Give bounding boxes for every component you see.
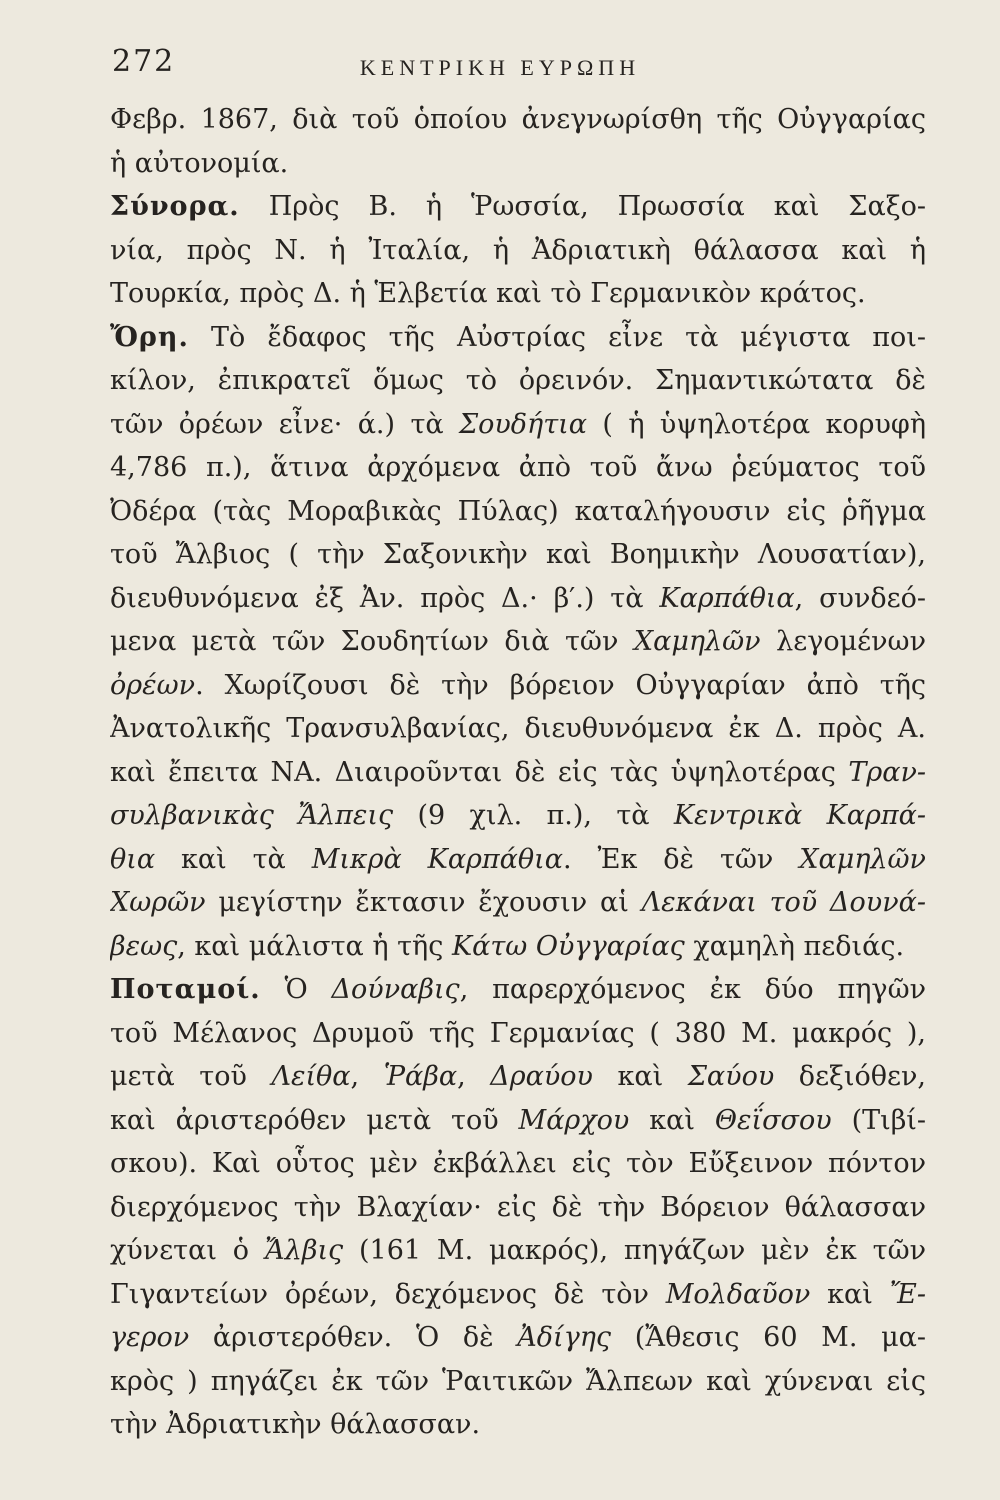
text-line <box>110 1012 926 1056</box>
text-run: διερχόμενος τὴν Βλαχίαν· εἰς δὲ τὴν Βόρειον θάλασσαν <box>110 1191 926 1223</box>
text-run: σκου). Καὶ οὗτος μὲν ἐκβάλλει εἰς τὸν Εὔξεινον πόντον <box>110 1148 926 1179</box>
text-line <box>110 1099 926 1143</box>
italic-term: Χωρῶν <box>110 887 206 918</box>
text-line <box>110 968 926 1012</box>
text-run: τοῦ Μέλανος Δρυμοῦ τῆς Γερμανίας ( 380 Μ. μακρός ), <box>110 1017 926 1049</box>
text-run: Τὸ ἔδαφος τῆς Αὐστρίας εἶνε τὰ μέγιστα ποι- <box>188 321 926 353</box>
text-run: Ὀδέρα (τὰς Μοραβικὰς Πύλας) καταλήγουσιν εἰς ῥῆγμα <box>110 495 926 527</box>
text-line <box>110 403 926 447</box>
italic-term: Δούναβις <box>331 974 460 1005</box>
italic-term: Σουδήτια <box>459 408 587 440</box>
text-run: κίλον, ἐπικρατεῖ ὅμως τὸ ὀρεινόν. Σημαντικώτατα δὲ <box>110 365 926 396</box>
text-line <box>110 1273 926 1317</box>
italic-term: συλβανικὰς Ἄλπεις <box>110 800 394 831</box>
text-run: καὶ <box>810 1278 890 1310</box>
text-line <box>110 1360 926 1404</box>
text-line <box>110 1142 926 1186</box>
italic-term: Χαμηλῶν <box>799 843 926 875</box>
body-text <box>110 98 926 1447</box>
text-run: τὴν Ἀδριατικὴν θάλασσαν. <box>110 1409 481 1440</box>
text-line <box>110 925 926 969</box>
text-run: καὶ <box>592 1061 688 1092</box>
text-run: Πρὸς Β. ἡ Ῥωσσία, Πρωσσία καὶ Σαξο- <box>239 191 926 222</box>
text-line <box>110 664 926 708</box>
text-line <box>110 272 926 316</box>
text-run: ἀριστερόθεν. Ὁ δὲ <box>189 1322 518 1353</box>
italic-term: Λεκάναι τοῦ Δουνά- <box>641 887 926 918</box>
italic-term: Θεΐσσου <box>714 1104 832 1136</box>
text-run: λεγομένων <box>760 626 926 657</box>
text-run: δεξιόθεν, <box>774 1061 926 1092</box>
text-run: , <box>457 1061 491 1092</box>
text-line <box>110 1055 926 1099</box>
text-line <box>110 533 926 577</box>
text-line <box>110 359 926 403</box>
text-line <box>110 1316 926 1360</box>
text-run: καὶ <box>629 1104 715 1136</box>
text-line <box>110 446 926 490</box>
text-run: (Τιβί- <box>831 1104 926 1136</box>
text-run: , παρερχόμενος ἐκ δύο πηγῶν <box>459 974 926 1005</box>
text-line <box>110 185 926 229</box>
text-run: κρὸς ) πηγάζει ἐκ τῶν Ῥαιτικῶν Ἄλπεων καὶ χύνεναι εἰς <box>110 1365 926 1397</box>
text-run: , καὶ μάλιστα ἡ τῆς <box>177 930 452 962</box>
italic-term: Τραν- <box>848 756 926 788</box>
text-line <box>110 577 926 621</box>
italic-term: Σαύου <box>687 1061 775 1092</box>
italic-term: Χαμηλῶν <box>633 626 761 657</box>
text-run: . Ἐκ δὲ τῶν <box>562 843 800 875</box>
text-line <box>110 98 926 142</box>
text-run: (161 Μ. μακρός), πηγάζων μὲν ἐκ τῶν <box>343 1235 926 1266</box>
text-line <box>110 1403 926 1447</box>
text-run: τῶν ὀρέων εἶνε· ά.) τὰ <box>110 408 460 440</box>
italic-term: Λείθα <box>271 1061 351 1092</box>
text-run: (9 χιλ. π.), τὰ <box>393 800 674 831</box>
italic-term: Ἔ- <box>889 1278 926 1310</box>
italic-term: Κεντρικὰ Καρπά- <box>673 800 926 831</box>
italic-term: ὀρέων <box>110 669 196 701</box>
page-number: 272 <box>112 44 176 79</box>
italic-term: Ῥάβα <box>383 1061 458 1092</box>
text-run: καὶ ἔπειτα ΝΑ. Διαιροῦνται δὲ εἰς τὰς ὑψηλοτέρας <box>110 756 849 788</box>
italic-term: βεως <box>110 930 178 962</box>
text-run: μεγίστην ἔκτασιν ἔχουσιν αἱ <box>205 887 642 918</box>
text-line <box>110 490 926 534</box>
text-run: μετὰ τοῦ <box>110 1061 272 1092</box>
text-run: τοῦ Ἄλβιος ( τὴν Σαξονικὴν καὶ Βοημικὴν Λουσατίαν), <box>110 539 926 570</box>
text-line <box>110 881 926 925</box>
text-run: , <box>350 1061 384 1092</box>
text-run: Ὁ <box>260 974 332 1005</box>
italic-term: Δραύου <box>490 1061 593 1092</box>
text-run: μενα μετὰ τῶν Σουδητίων διὰ τῶν <box>110 626 634 657</box>
italic-term: Ἀδίγης <box>517 1322 612 1353</box>
italic-term: θια <box>110 843 156 875</box>
text-run: Φεβρ. 1867, διὰ τοῦ ὁποίου ἀνεγνωρίσθη τῆς Οὐγγαρίας <box>110 104 926 135</box>
text-line <box>110 620 926 664</box>
text-run: 4,786 π.), ἅτινα ἀρχόμενα ἀπὸ τοῦ ἄνω ῥεύματος τοῦ <box>110 452 926 483</box>
text-line <box>110 1229 926 1273</box>
italic-term: Ἄλβις <box>264 1235 344 1266</box>
section-heading: Ὄρη. <box>110 321 189 353</box>
text-run: καὶ ἀριστερόθεν μετὰ τοῦ <box>110 1104 519 1136</box>
text-line <box>110 142 926 186</box>
text-run: ἡ αὐτονομία. <box>110 147 289 179</box>
text-run: διευθυνόμενα ἐξ Ἀν. πρὸς Δ.· β′.) τὰ <box>110 582 660 614</box>
text-run: ( ἡ ὑψηλοτέρα κορυφὴ <box>587 408 926 440</box>
text-run: καὶ τὰ <box>155 843 312 875</box>
italic-term: Καρπάθια <box>659 582 795 614</box>
text-run: (Ἄθεσις 60 Μ. μα- <box>611 1322 926 1353</box>
text-run: χαμηλὴ πεδιάς. <box>684 930 905 962</box>
text-run: Ἀνατολικῆς Τρανσυλβανίας, διευθυνόμενα ἐκ Δ. πρὸς Α. <box>110 713 926 744</box>
text-run: , συνδεό- <box>794 582 926 614</box>
running-head: ΚΕΝΤΡΙΚΗ ΕΥΡΩΠΗ <box>359 55 641 80</box>
section-heading: Ποταμοί. <box>110 974 261 1005</box>
text-run: νία, πρὸς Ν. ἡ Ἰταλία, ἡ Ἀδριατικὴ θάλασσα καὶ ἡ <box>110 234 926 266</box>
text-run: Γιγαντείων ὀρέων, δεχόμενος δὲ τὸν <box>110 1278 666 1310</box>
section-heading: Σύνορα. <box>110 191 240 222</box>
text-line <box>110 838 926 882</box>
text-line <box>110 707 926 751</box>
italic-term: Μολδαῦον <box>665 1278 811 1310</box>
italic-term: Μικρὰ Καρπάθια <box>311 843 563 875</box>
italic-term: γερον <box>110 1322 190 1353</box>
text-line <box>110 229 926 273</box>
text-line <box>110 794 926 838</box>
italic-term: Μάρχου <box>518 1104 630 1136</box>
text-line <box>110 1186 926 1230</box>
text-run: . Χωρίζουσι δὲ τὴν βόρειον Οὐγγαρίαν ἀπὸ τῆς <box>195 669 926 701</box>
text-run: χύνεται ὁ <box>110 1235 265 1266</box>
italic-term: Κάτω Οὐγγαρίας <box>451 930 685 962</box>
text-line <box>110 751 926 795</box>
text-line <box>110 316 926 360</box>
text-run: Τουρκία, πρὸς Δ. ἡ Ἑλβετία καὶ τὸ Γερμανικὸν κράτος. <box>110 278 866 309</box>
